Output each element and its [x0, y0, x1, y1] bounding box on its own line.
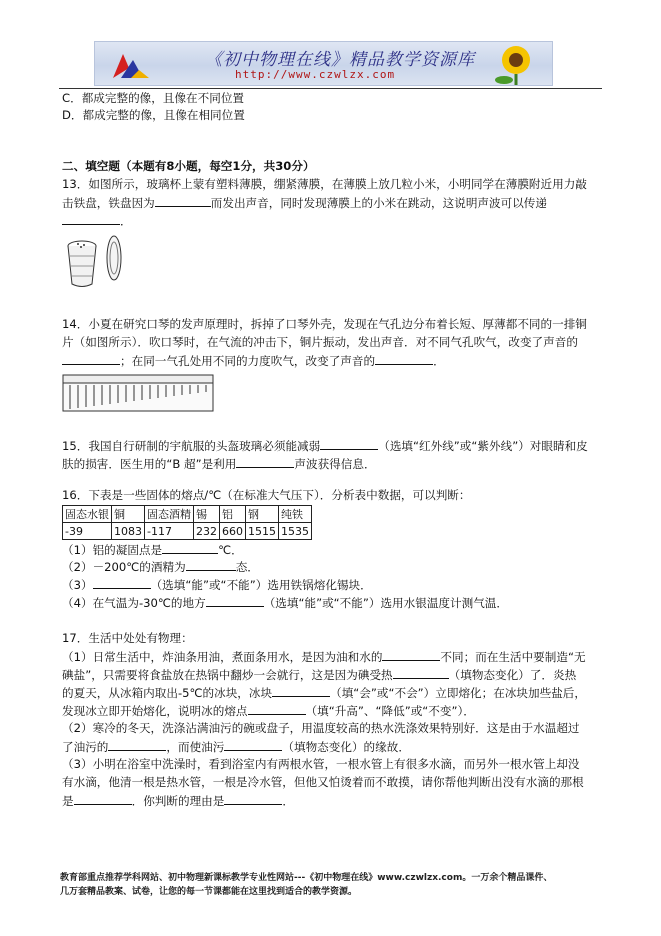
q15-blank-2[interactable]	[236, 455, 294, 468]
q17-blank-5[interactable]	[108, 738, 166, 751]
footer-line1: 教育部重点推荐学科网站、初中物理新课标教学专业性网站---《初中物理在线》www.czwlzx.com。一万余个精品课件、	[60, 873, 553, 883]
q16-sub1: （1）铝的凝固点是 ℃．	[62, 543, 243, 557]
q14-blank-1[interactable]	[62, 352, 120, 365]
table-cell: 1083	[112, 523, 145, 540]
q14-line3: ；在同一气孔处用不同的力度吹气，改变了声音的 ．	[62, 352, 445, 369]
option-c: C．都成完整的像，且像在不同位置	[62, 91, 245, 105]
site-logo-icon	[109, 48, 151, 82]
table-cell: 660	[220, 523, 246, 540]
q17-p2-line1: （2）寒冷的冬天，洗涤沾满油污的碗或盘子，用温度较高的热水洗涤效果特别好．这是由于水温超过	[62, 721, 580, 735]
q16-blank-4[interactable]	[206, 594, 264, 607]
harmonica-reeds-figure	[62, 373, 214, 413]
table-row	[63, 523, 312, 540]
banner-title: 《初中物理在线》精品教学资源库	[205, 50, 475, 70]
melting-point-table	[62, 505, 312, 540]
q17-blank-8[interactable]	[224, 792, 282, 805]
q16-blank-1[interactable]	[162, 541, 218, 554]
q16-blank-2[interactable]	[186, 558, 236, 571]
q15-line2: 肤的损害．医生用的“B 超”是利用 声波获得信息．	[62, 457, 376, 471]
table-cell: 钢	[246, 506, 279, 523]
q16-sub3: （3） （选填“能”或“不能”）选用铁锅熔化锡块．	[62, 578, 372, 592]
q14-line1: 14．小夏在研究口琴的发声原理时，拆掉了口琴外壳，发现在气孔边分布着长短、厚薄都不同的一排铜	[62, 317, 587, 331]
q17-blank-1[interactable]	[382, 648, 440, 661]
table-cell: 铜	[112, 506, 145, 523]
table-cell: -117	[145, 523, 194, 540]
q17-p1-line1: （1）日常生活中，炸油条用油，煮面条用水，是因为油和水的 不同；而在生活中要制造“无	[62, 650, 586, 664]
table-cell: 固态酒精	[145, 506, 194, 523]
table-cell: 固态水银	[63, 506, 112, 523]
q17-p1-line3: 的夏天，从冰箱内取出-5℃的冰块，冰块 （填“会”或“不会”）立即熔化；在冰块加些盐后，	[62, 686, 586, 700]
q17-blank-7[interactable]	[74, 792, 132, 805]
table-cell: 铝	[220, 506, 246, 523]
q17-p2-line2: 了油污的 ，而使油污 （填物态变化）的缘故．	[62, 740, 410, 754]
q15-blank-1[interactable]	[320, 437, 378, 450]
q15-line1: 15．我国自行研制的宇航服的头盔玻璃必须能减弱 （选填“红外线”或“紫外线”）对眼睛和皮	[62, 439, 588, 453]
table-cell: 232	[194, 523, 220, 540]
q17-blank-4[interactable]	[248, 702, 306, 715]
q17-blank-3[interactable]	[272, 684, 330, 697]
q17-p1-line2: 碘盐”，只需要将食盐放在热锅中翻炒一会就行，这是因为碘受热 （填物态变化）了．炎热	[62, 668, 577, 682]
q13-line1: 13．如图所示，玻璃杯上蒙有塑料薄膜，绷紧薄膜，在薄膜上放几粒小米，小明同学在薄膜附近用力敲	[62, 177, 587, 191]
q14-line2: 片（如图所示）．吹口琴时，在气流的冲击下，铜片振动，发出声音．对不同气孔吹气，改变了声音的	[62, 335, 578, 349]
table-cell: 1515	[246, 523, 279, 540]
q13-line3: ．	[62, 212, 132, 229]
q14-blank-2[interactable]	[375, 352, 433, 365]
header-rule	[59, 88, 602, 89]
q13-line2: 击铁盘，铁盘因为 而发出声音，同时发现薄膜上的小米在跳动，这说明声波可以传递	[62, 196, 547, 210]
table-cell: 纯铁	[279, 506, 312, 523]
option-d: D．都成完整的像，且像在相同位置	[62, 108, 245, 122]
sunflower-icon	[476, 42, 548, 86]
q17-p3-line1: （3）小明在浴室中洗澡时，看到浴室内有两根水管，一根水管上有很多水滴，而另外一根水管上却没	[62, 757, 580, 771]
q16-blank-3[interactable]	[93, 576, 151, 589]
q17-blank-2[interactable]	[393, 666, 449, 679]
q17-intro: 17．生活中处处有物理：	[62, 631, 193, 645]
table-cell: 1535	[279, 523, 312, 540]
q16-sub4: （4）在气温为-30℃的地方 （选填“能”或“不能”）选用水银温度计测气温．	[62, 596, 508, 610]
section-title: 二、填空题（本题有8小题，每空1分，共30分）	[62, 159, 315, 173]
q17-p1-line4: 发现冰立即开始熔化，说明冰的熔点 （填“升高”、“降低”或“不变”）．	[62, 704, 475, 718]
header-banner	[94, 41, 553, 86]
table-header-row	[63, 506, 312, 523]
banner-url[interactable]: http://www.czwlzx.com	[235, 68, 396, 81]
table-cell: -39	[63, 523, 112, 540]
q17-p3-line2: 有水滴，他清一根是热水管，一根是冷水管，但他又怕烫着而不敢摸，请你帮他判断出没有水滴的那根	[62, 775, 584, 789]
q17-blank-6[interactable]	[224, 738, 282, 751]
q13-blank-1[interactable]	[155, 194, 211, 207]
q16-sub2: （2）－200℃的酒精为 态．	[62, 560, 259, 574]
q16-intro: 16．下表是一些固体的熔点/℃（在标准大气压下）．分析表中数据，可以判断：	[62, 488, 471, 502]
footer-line2: 几万套精品教案、试卷，让您的每一节课都能在这里找到适合的教学资源。	[60, 887, 358, 897]
glass-cup-figure	[62, 232, 132, 292]
table-cell: 锡	[194, 506, 220, 523]
q17-p3-line3: 是 ．你判断的理由是 ．	[62, 794, 294, 808]
q13-blank-2[interactable]	[62, 212, 120, 225]
